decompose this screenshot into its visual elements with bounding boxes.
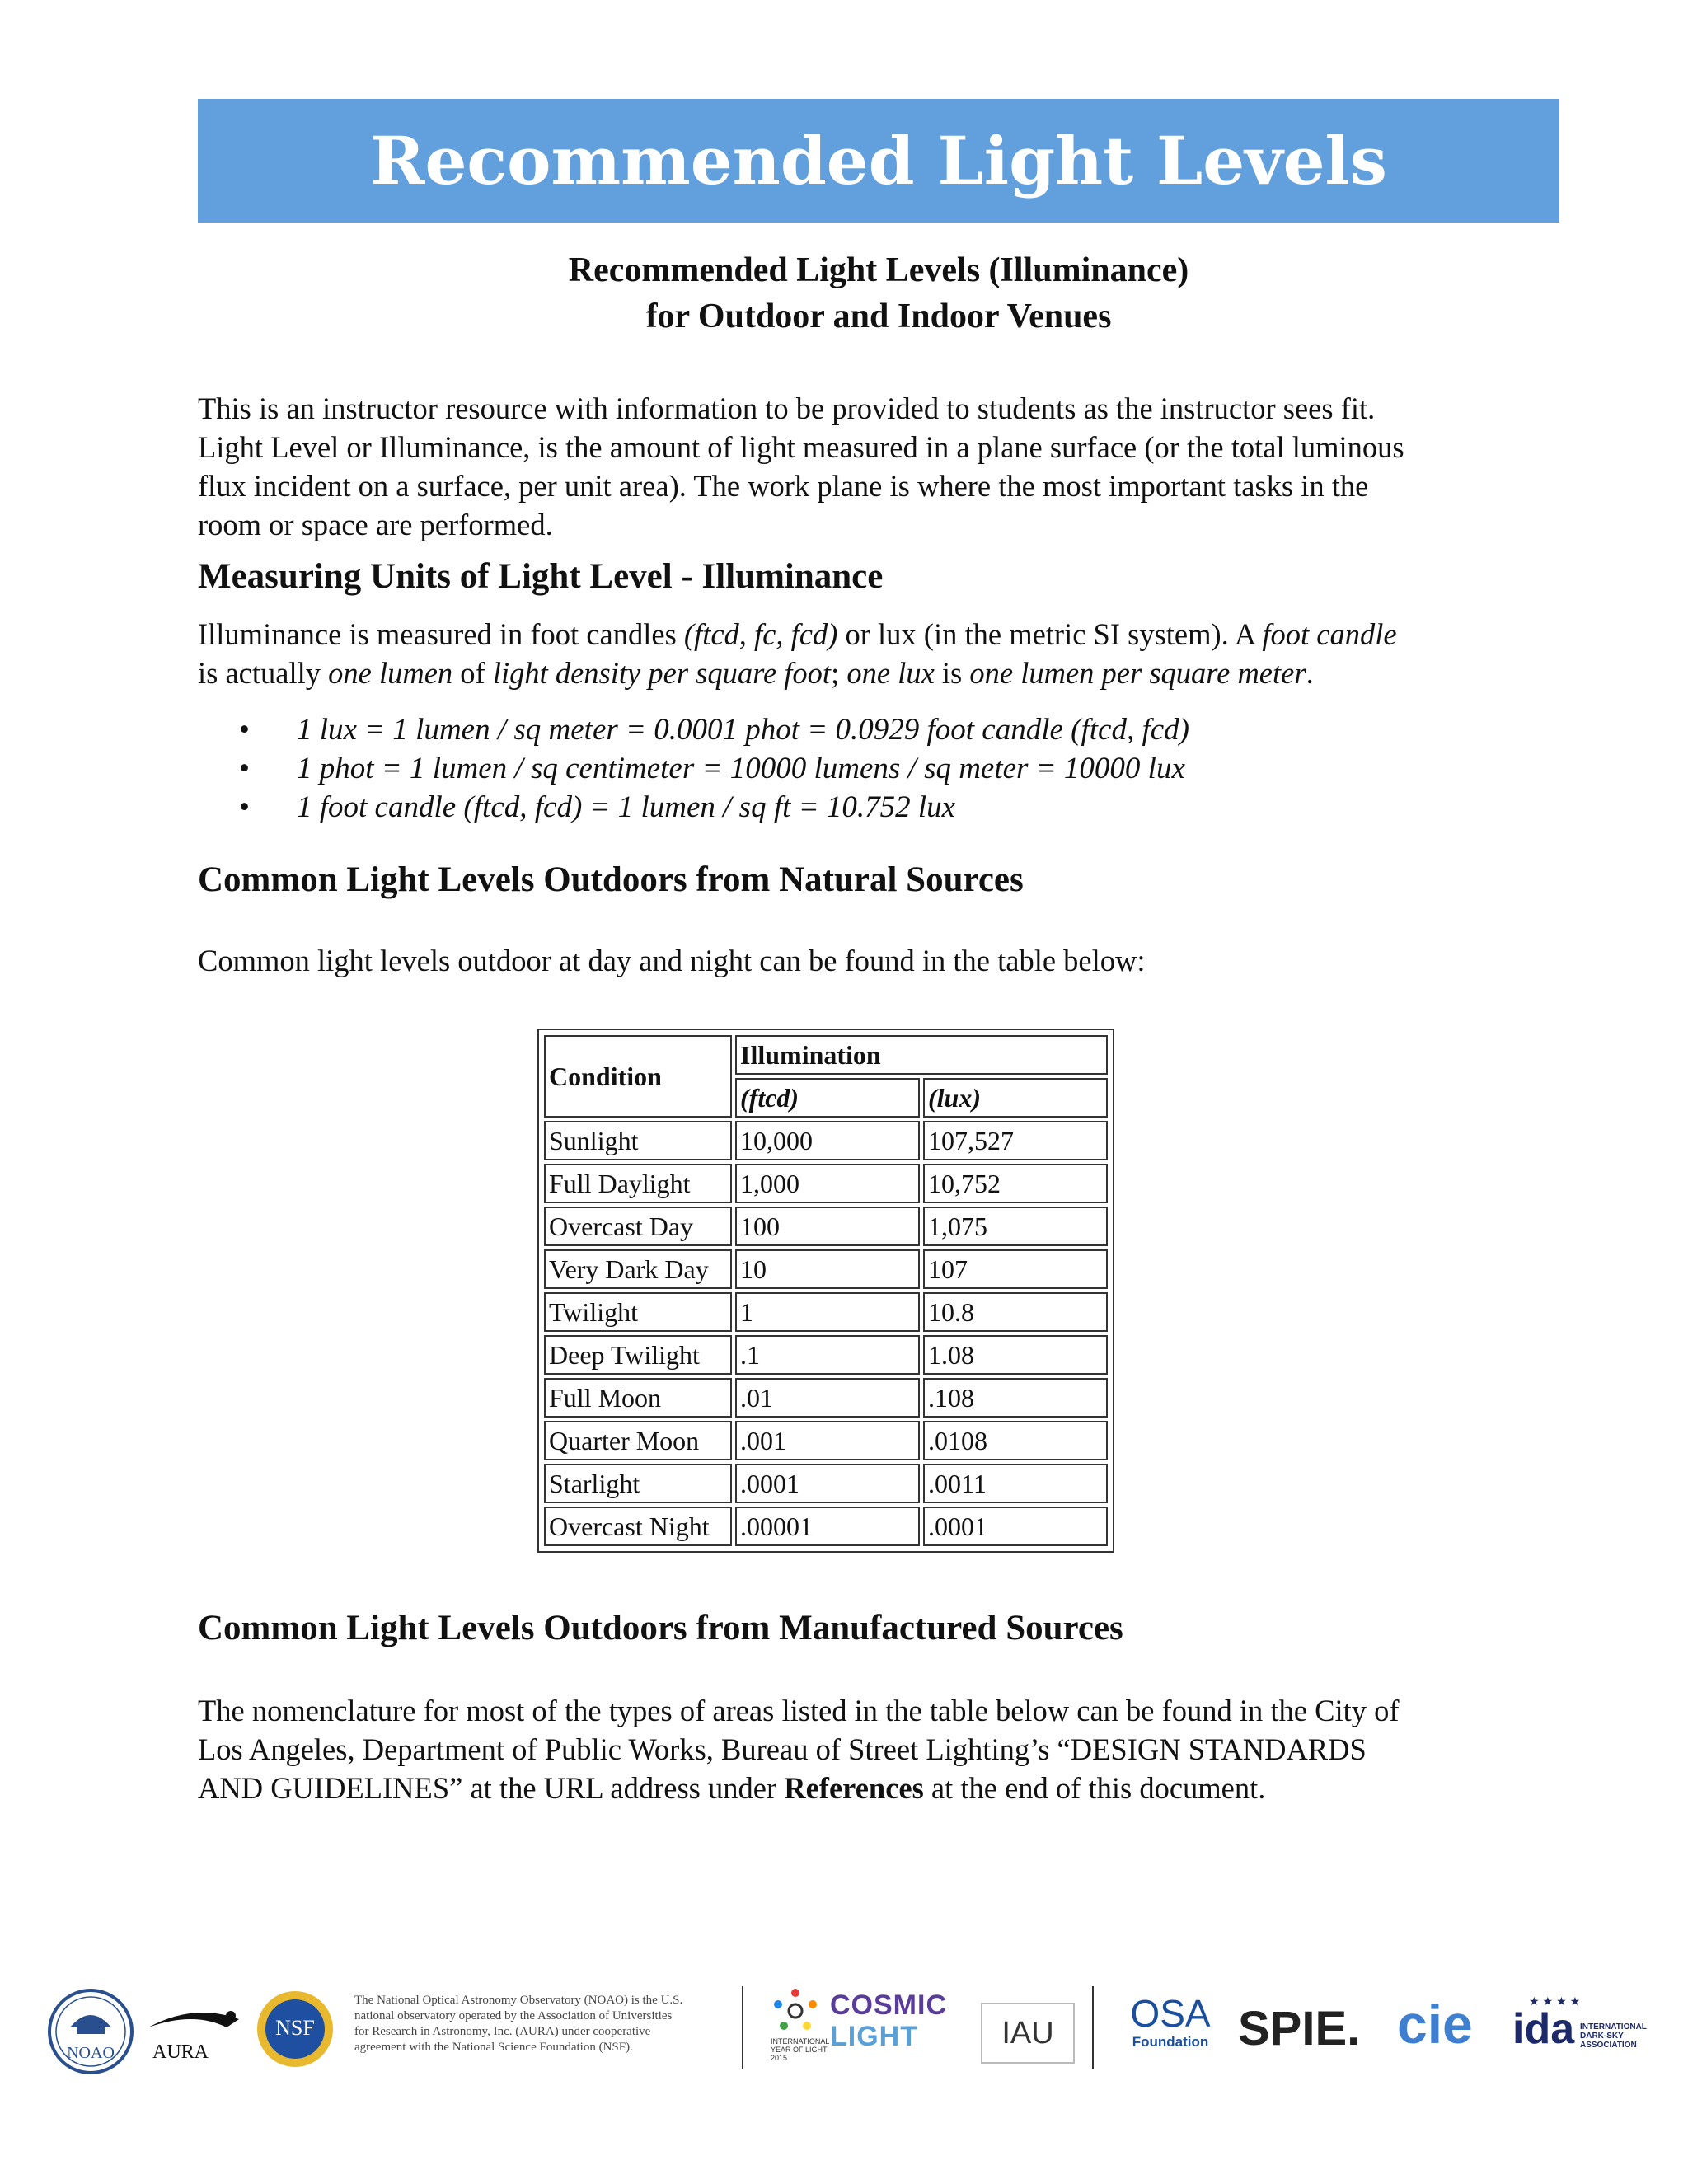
table-row: Sunlight 10,000 107,527 (544, 1121, 1108, 1160)
manufactured-line-2: Los Angeles, Department of Public Works, Bureau of Street Lighting’s “DESIGN STANDARDS (198, 1732, 1367, 1766)
page-title: Recommended Light Levels (370, 122, 1387, 199)
aura-swoosh-icon (144, 2003, 243, 2036)
table-row: Quarter Moon .001 .0108 (544, 1421, 1108, 1460)
manufactured-line-3: AND GUIDELINES” at the URL address under References at the end of this document. (198, 1771, 1266, 1805)
header-condition: Condition (544, 1035, 732, 1118)
list-item: • 1 phot = 1 lumen / sq centimeter = 10000 lumens / sq meter = 10000 lux (239, 752, 1185, 785)
natural-light-table (537, 1029, 1114, 1553)
noao-logo-graphic (45, 1986, 136, 2077)
natural-text: Common light levels outdoor at day and night can be found in the table below: (198, 944, 1146, 977)
intro-line-2: Light Level or Illuminance, is the amount of light measured in a plane surface (or the total luminous (198, 430, 1404, 464)
table-row: Overcast Day 100 1,075 (544, 1207, 1108, 1246)
list-item: • 1 foot candle (ftcd, fcd) = 1 lumen / sq ft = 10.752 lux (239, 790, 956, 824)
manufactured-paragraph (198, 1691, 1559, 1807)
list-item: • 1 lux = 1 lumen / sq meter = 0.0001 phot = 0.0929 foot candle (ftcd, fcd) (239, 713, 1189, 747)
intro-line-4: room or space are performed. (198, 508, 553, 541)
manufactured-heading: Common Light Levels Outdoors from Manufactured Sources (198, 1609, 1123, 1647)
table-row: Twilight 1 10.8 (544, 1292, 1108, 1332)
header-lux: (lux) (923, 1078, 1108, 1118)
footer-divider (742, 1986, 743, 2069)
spie-logo: SPIE. (1238, 2002, 1361, 2055)
header-ftcd: (ftcd) (735, 1078, 920, 1118)
nsf-logo: NSF (254, 1988, 336, 2070)
subtitle-line-2: for Outdoor and Indoor Venues (645, 298, 1112, 335)
units-heading: Measuring Units of Light Level - Illuminance (198, 557, 884, 596)
noao-logo: NOAO (45, 1986, 136, 2077)
units-line-2: is actually one lumen of light density per square foot; one lux is one lumen per square meter. (198, 656, 1314, 690)
footer-noao-text: The National Optical Astronomy Observatory (NOAO) is the U.S. national observatory operated by the Association of Universities for Research in Astronomy, Inc. (AURA) under cooperative agreement with the National Science Foundation (NSF). (354, 1994, 683, 2054)
table-row: Deep Twilight .1 1.08 (544, 1335, 1108, 1375)
intro-line-3: flux incident on a surface, per unit area). The work plane is where the most important tasks in the (198, 469, 1369, 503)
table-row: Starlight .0001 .0011 (544, 1464, 1108, 1503)
table-row: Very Dark Day 10 107 (544, 1249, 1108, 1289)
natural-heading: Common Light Levels Outdoors from Natural Sources (198, 860, 1024, 899)
iau-logo: IAU (981, 2003, 1075, 2064)
title-banner (198, 99, 1559, 223)
cie-logo: cie (1397, 1994, 1473, 2055)
header-illumination: Illumination (735, 1035, 1108, 1075)
table-row: Full Moon .01 .108 (544, 1378, 1108, 1418)
osa-foundation-logo: OSA Foundation (1130, 1992, 1211, 2050)
units-paragraph (198, 615, 1559, 692)
intro-paragraph (198, 389, 1559, 544)
conversion-list (239, 710, 1189, 827)
table-row: Overcast Night .00001 .0001 (544, 1507, 1108, 1546)
units-line-1: Illuminance is measured in foot candles (ftcd, fc, fcd) or lux (in the metric SI system). A foot candle (198, 617, 1397, 651)
subtitle (198, 247, 1559, 340)
subtitle-line-1: Recommended Light Levels (Illuminance) (568, 251, 1189, 289)
intro-line-1: This is an instructor resource with information to be provided to students as the instructor sees fit. (198, 391, 1376, 425)
iyl-sun-icon (771, 1986, 820, 2036)
footer-divider (1092, 1986, 1094, 2069)
aura-logo: AURA (144, 2003, 243, 2069)
cosmic-light-logo: INTERNATIONAL YEAR OF LIGHT 2015 COSMIC LIGHT (771, 1986, 964, 2077)
footer (33, 1970, 1648, 2093)
manufactured-line-1: The nomenclature for most of the types of areas listed in the table below can be found in the City of (198, 1694, 1400, 1727)
ida-logo: ★★★★ ida INTERNATIONAL DARK-SKY ASSOCIATION (1512, 1994, 1647, 2053)
table-row: Full Daylight 1,000 10,752 (544, 1164, 1108, 1203)
